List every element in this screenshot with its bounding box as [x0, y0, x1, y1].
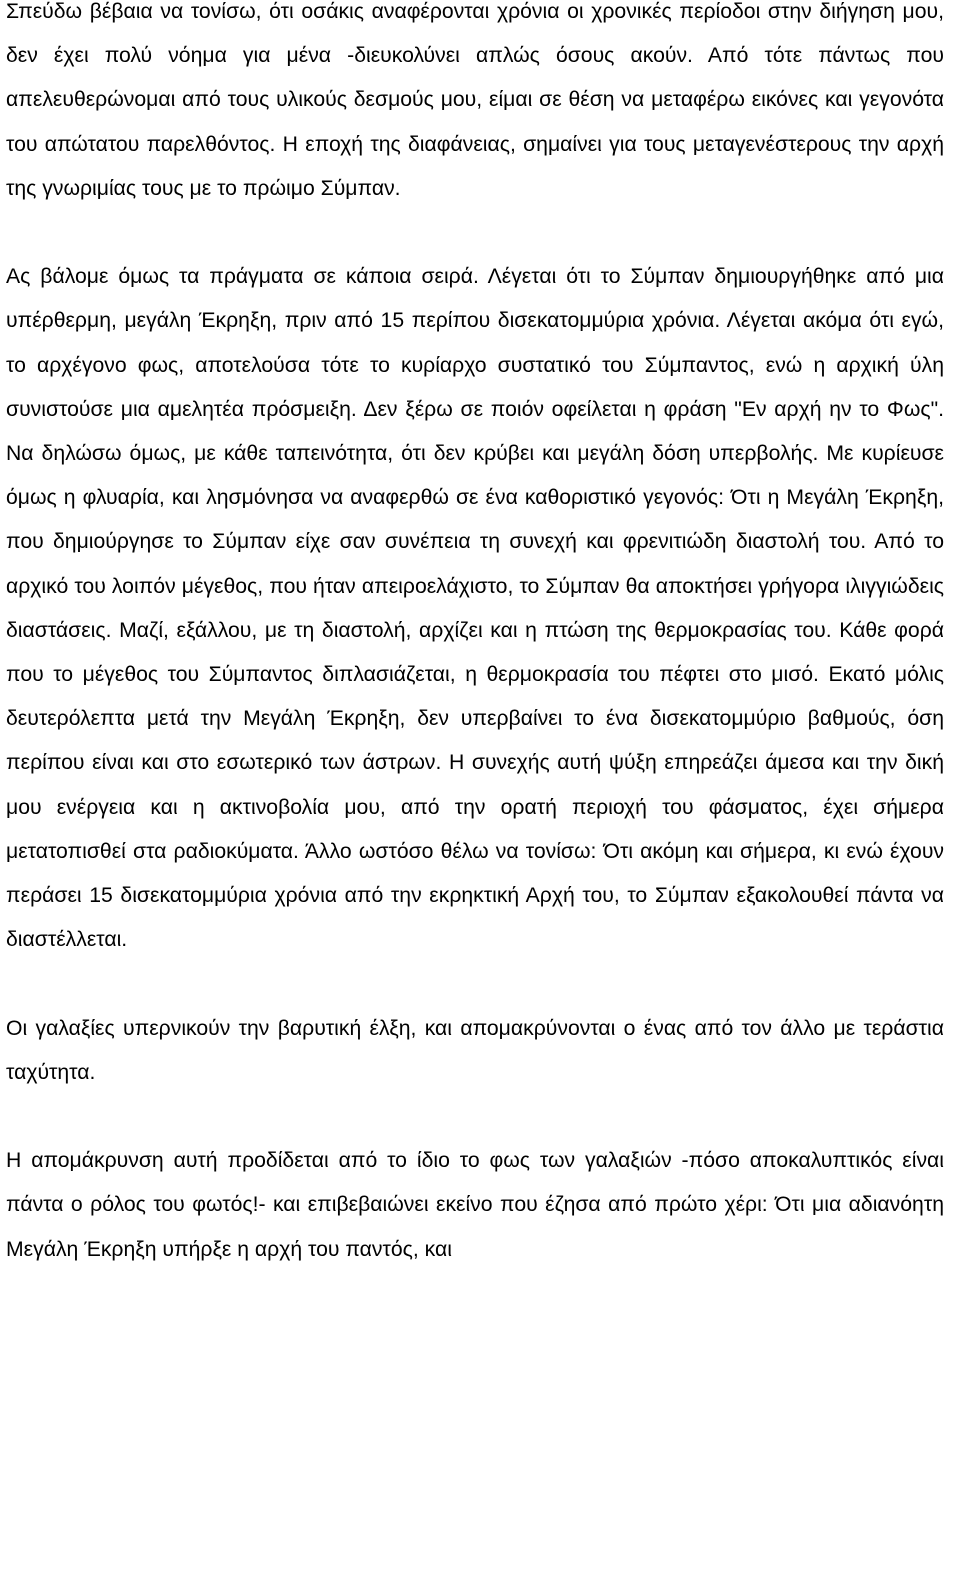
paragraph-intro: Σπεύδω βέβαια να τονίσω, ότι οσάκις αναφέρονται χρόνια οι χρονικές περίοδοι στην διήγηση μου, δεν έχει πολύ νόημα για μένα -διευκολύνει απλώς όσους ακούν. Από τότε πάντως που απελευθερώνομαι από τους υλικούς δεσμούς μου, είμαι σε θέση να μεταφέρω εικόνες και γεγονότα του απώτατου παρελθόντος. Η εποχή της διαφάνειας, σημαίνει για τους μεταγενέστερους την αρχή της γνωριμίας τους με το πρώιμο Σύμπαν. — [6, 0, 944, 200]
paragraph-galaxies: Οι γαλαξίες υπερνικούν την βαρυτική έλξη, και απομακρύνονται ο ένας από τον άλλο με τεράστια ταχύτητα. — [6, 1016, 944, 1084]
document-page — [6, 0, 944, 1272]
paragraph-big-bang: Ας βάλομε όμως τα πράγματα σε κάποια σειρά. Λέγεται ότι το Σύμπαν δημιουργήθηκε από μια υπέρθερμη, μεγάλη Έκρηξη, πριν από 15 περίπου δισεκατομμύρια χρόνια. Λέγεται ακόμα ότι εγώ, το αρχέγονο φως, αποτελούσα τότε το κυρίαρχο συστατικό του Σύμπαντος, ενώ η αρχική ύλη συνιστούσε μια αμελητέα πρόσμειξη. Δεν ξέρω σε ποιόν οφείλεται η φράση "Εν αρχή ην το Φως". Να δηλώσω όμως, με κάθε ταπεινότητα, ότι δεν κρύβει και μεγάλη δόση υπερβολής. Με κυρίευσε όμως η φλυαρία, και λησμόνησα να αναφερθώ σε ένα καθοριστικό γεγονός: Ότι η Μεγάλη Έκρηξη, που δημιούργησε το Σύμπαν είχε σαν συνέπεια τη συνεχή και φρενιτιώδη διαστολή του. Από το αρχικό του λοιπόν μέγεθος, που ήταν απειροελάχιστο, το Σύμπαν θα αποκτήσει γρήγορα ιλιγγιώδεις διαστάσεις. Μαζί, εξάλλου, με τη διαστολή, αρχίζει και η πτώση της θερμοκρασίας του. Κάθε φορά που το μέγεθος του Σύμπαντος διπλασιάζεται, η θερμοκρασία του πέφτει στο μισό. Εκατό μόλις δευτερόλεπτα μετά την Μεγάλη Έκρηξη, δεν υπερβαίνει το ένα δισεκατομμύριο βαθμούς, όση περίπου είναι και στο εσωτερικό των άστρων. Η συνεχής αυτή ψύξη επηρεάζει άμεσα και την δική μου ενέργεια και η ακτινοβολία μου, από την ορατή περιοχή του φάσματος, έχει σήμερα μετατοπισθεί στα ραδιοκύματα. Άλλο ωστόσο θέλω να τονίσω: Ότι ακόμη και σήμερα, κι ενώ έχουν περάσει 15 δισεκατομμύρια χρόνια από την εκρηκτική Αρχή του, το Σύμπαν εξακολουθεί πάντα να διαστέλλεται. — [6, 265, 944, 952]
paragraph-recession: Η απομάκρυνση αυτή προδίδεται από το ίδιο το φως των γαλαξιών -πόσο αποκαλυπτικός είναι πάντα ο ρόλος του φωτός!- και επιβεβαιώνει εκείνο που έζησα από πρώτο χέρι: Ότι μια αδιανόητη Μεγάλη Έκρηξη υπήρξε η αρχή του παντός, και — [6, 1149, 944, 1261]
